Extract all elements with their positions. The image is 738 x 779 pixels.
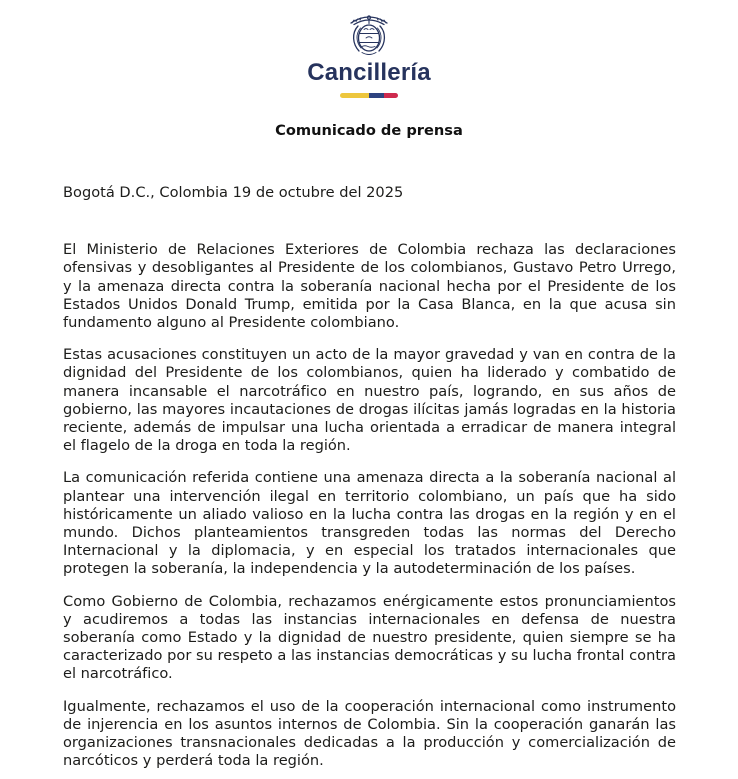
press-release-paragraph-3: La comunicación referida contiene una amenaza directa a la soberanía nacional al plantear una intervención ilegal en territorio colombiano, un país que ha sido históricamente un aliado valioso en la lucha contra las drogas en la región y en el mundo. Dichos planteamientos transgreden todas las normas del Derecho Internacional y la diplomacia, y en especial los tratados internacionales que protegen la soberanía, la independencia y la autodeterminación de los países. <box>63 469 676 578</box>
colombia-coat-of-arms-icon <box>347 11 391 57</box>
press-release-paragraph-2: Estas acusaciones constituyen un acto de la mayor gravedad y van en contra de la dignidad del Presidente de los colombianos, quien ha liderado y combatido de manera incansable el narcotráfico en nuestro país, logrando, en sus años de gobierno, las mayores incautaciones de drogas ilícitas jamás logradas en la historia reciente, además de impulsar una lucha orientada a erradicar de manera integral el flagelo de la droga en toda la región. <box>63 346 676 455</box>
press-release-body <box>63 241 676 770</box>
flag-red-segment <box>384 93 399 98</box>
colombia-flag-bar <box>340 93 398 98</box>
press-release-paragraph-1: El Ministerio de Relaciones Exteriores de Colombia rechaza las declaraciones ofensivas y desobligantes al Presidente de los colombianos, Gustavo Petro Urrego, y la amenaza directa contra la soberanía nacional hecha por el Presidente de los Estados Unidos Donald Trump, emitida por la Casa Blanca, en la que acusa sin fundamento alguno al Presidente colombiano. <box>63 241 676 331</box>
flag-blue-segment <box>369 93 384 98</box>
document-title: Comunicado de prensa <box>275 122 463 140</box>
cancilleria-wordmark: Cancillería <box>307 59 431 86</box>
press-release-paragraph-4: Como Gobierno de Colombia, rechazamos enérgicamente estos pronunciamientos y acudiremos a todas las instancias internacionales en defensa de nuestra soberanía como Estado y la dignidad de nuestro presidente, quien siempre se ha caracterizado por su respeto a las instancias democráticas y su lucha frontal contra el narcotráfico. <box>63 592 676 683</box>
cancilleria-header <box>0 0 738 98</box>
dateline: Bogotá D.C., Colombia 19 de octubre del 2025 <box>63 184 404 202</box>
flag-yellow-segment <box>340 93 369 98</box>
press-release-paragraph-5: Igualmente, rechazamos el uso de la cooperación internacional como instrumento de injerencia en los asuntos internos de Colombia. Sin la cooperación ganarán las organizaciones transnacionales dedicadas a la producción y comercialización de narcóticos y perderá toda la región. <box>63 697 676 770</box>
